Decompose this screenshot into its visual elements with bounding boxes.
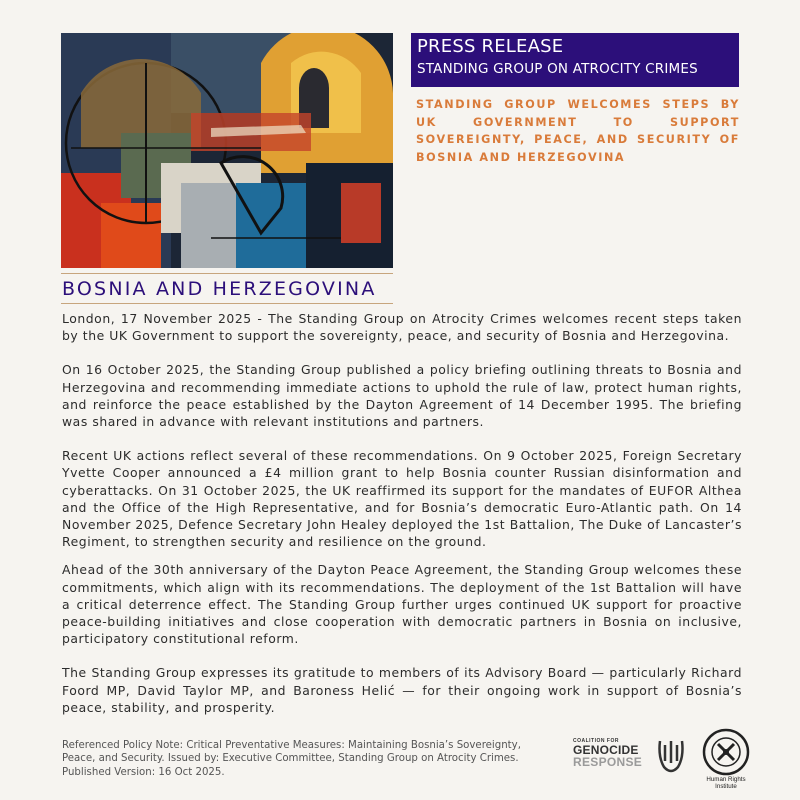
press-release-banner bbox=[411, 33, 739, 87]
divider bbox=[61, 273, 393, 274]
human-rights-institute-logo bbox=[702, 728, 750, 776]
paragraph: On 16 October 2025, the Standing Group published a policy briefing outlining threats to Bosnia and Herzegovina and recommending immediate actions to uphold the rule of law, protect human rights, and reinforce the peace established by the Dayton Agreement of 14 December 1995. The briefing was shared in advance with relevant institutions and partners. bbox=[62, 362, 742, 430]
emblem-logo bbox=[654, 737, 688, 777]
press-release-title: PRESS RELEASE bbox=[417, 36, 564, 57]
organization-name: STANDING GROUP ON ATROCITY CRIMES bbox=[417, 61, 698, 77]
logo-main-text: GENOCIDE bbox=[573, 743, 639, 757]
referenced-policy-note: Referenced Policy Note: Critical Preventative Measures: Maintaining Bosnia’s Sovereignty, Peace, and Security. Issued by: Executive Committee, Standing Group on Atrocity Crimes. Published Version: 16 Oct 2025. bbox=[62, 740, 521, 778]
logo-caption: Human Rights Institute bbox=[706, 776, 746, 790]
paragraph: London, 17 November 2025 - The Standing Group on Atrocity Crimes welcomes recent steps taken by the UK Government to support the sovereignty, peace, and security of Bosnia and Herzegovina. bbox=[62, 311, 742, 344]
divider bbox=[61, 303, 393, 304]
abstract-artwork-image bbox=[61, 33, 393, 268]
logo-sub-text: RESPONSE bbox=[573, 755, 643, 769]
paragraph: Recent UK actions reflect several of these recommendations. On 9 October 2025, Foreign Secretary Yvette Cooper announced a £4 million grant to help Bosnia counter Russian disinformation and cyberattacks. On 31 October 2025, the UK reaffirmed its support for the mandates of EUFOR Althea and the Office of the High Representative, and for Bosnia’s democratic Euro-Atlantic path. On 14 November 2025, Defence Secretary John Healey deployed the 1st Battalion, The Duke of Lancaster’s Regiment, to strengthen security and resilience on the ground. bbox=[62, 448, 742, 550]
headline: STANDING GROUP WELCOMES STEPS BY UK GOVERNMENT TO SUPPORT SOVEREIGNTY, PEACE, AND SECURITY OF BOSNIA AND HERZEGOVINA bbox=[416, 98, 740, 164]
logo-small-text: COALITION FOR bbox=[573, 738, 619, 744]
country-title: BOSNIA AND HERZEGOVINA bbox=[62, 278, 377, 300]
paragraph: The Standing Group expresses its gratitude to members of its Advisory Board — particularly Richard Foord MP, David Taylor MP, and Baroness Helić — for their ongoing work in support of Bosnia’s peace, stability, and prosperity. bbox=[62, 665, 742, 715]
article-body bbox=[62, 310, 742, 733]
paragraph: Ahead of the 30th anniversary of the Dayton Peace Agreement, the Standing Group welcomes these commitments, which align with its recommendations. The deployment of the 1st Battalion will have a critical deterrence effect. The Standing Group further urges continued UK support for proactive peace-building initiatives and close cooperation with democratic partners in Bosnia on inclusive, participatory constitutional reform. bbox=[62, 562, 742, 647]
coalition-genocide-response-logo bbox=[573, 738, 649, 774]
